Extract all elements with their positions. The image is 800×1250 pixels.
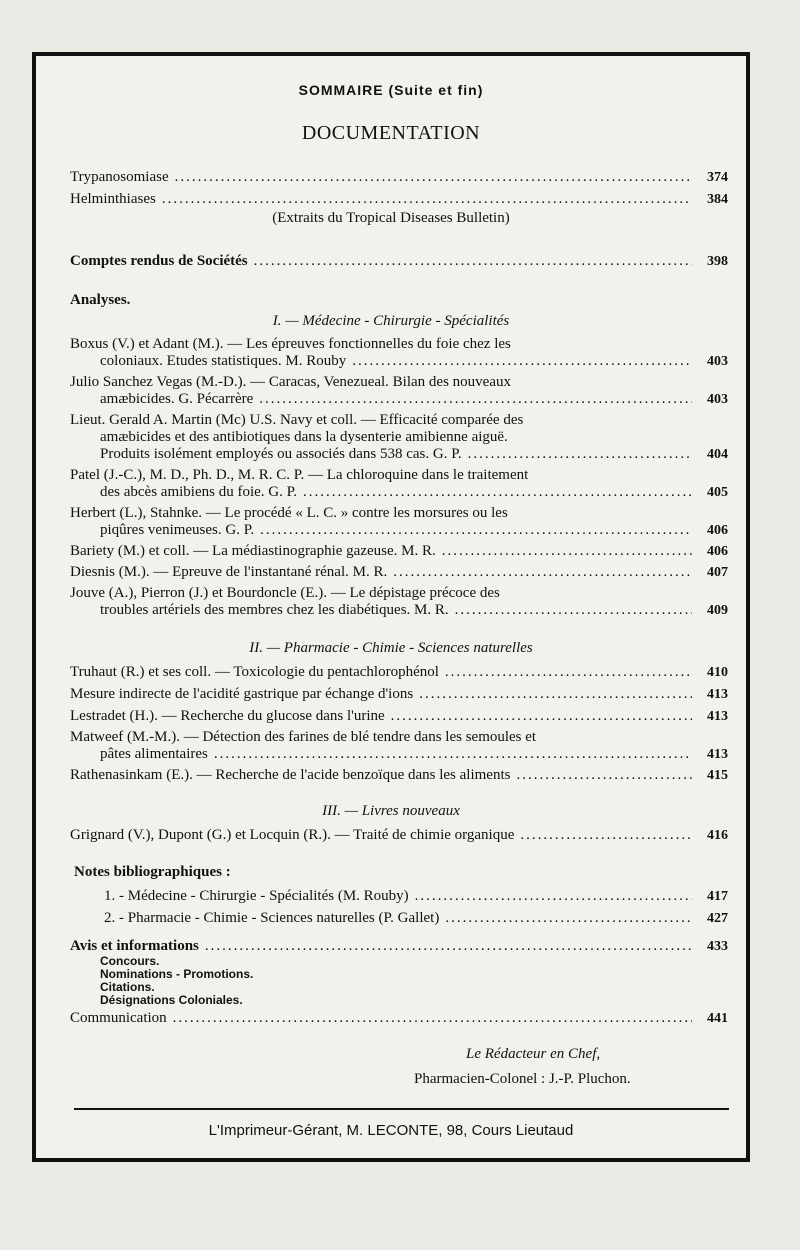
- entry-line: Herbert (L.), Stahnke. — Le procédé « L. C. » contre les morsures ou les: [70, 505, 508, 521]
- toc-entry: troubles artériels des membres chez les diabétiques. M. R. ..... 409: [100, 601, 728, 620]
- toc-entry: Diesnis (M.). — Epreuve de l'instantané rénal. M. R. ..... 407: [70, 563, 728, 582]
- entry-line: amæbicides et des antibiotiques dans la dysenterie amibienne aiguë.: [100, 429, 508, 445]
- entry-line: Lieut. Gerald A. Martin (Mc) U.S. Navy et coll. — Efficacité comparée des: [70, 412, 524, 428]
- toc-entry: 2. - Pharmacie - Chimie - Sciences naturelles (P. Gallet) ..... 427: [104, 909, 728, 928]
- toc-entry: Comptes rendus de Sociétés ..... 398: [70, 252, 728, 271]
- entry-line: Jouve (A.), Pierron (J.) et Bourdoncle (E.). — Le dépistage précoce des: [70, 585, 500, 601]
- page-frame: [32, 52, 750, 1162]
- entry-line: Julio Sanchez Vegas (M.-D.). — Caracas, Venezueal. Bilan des nouveaux: [70, 374, 511, 390]
- signature-role: Le Rédacteur en Chef,: [466, 1046, 601, 1062]
- toc-entry: Trypanosomiase ..... 374: [70, 168, 728, 187]
- toc-entry: Truhaut (R.) et ses coll. — Toxicologie du pentachlorophénol ..... 410: [70, 663, 728, 682]
- toc-entry: Bariety (M.) et coll. — La médiastinographie gazeuse. M. R. ..... 406: [70, 542, 728, 561]
- avis-item: Concours.: [100, 954, 160, 968]
- sommaire-heading: SOMMAIRE (Suite et fin): [298, 82, 484, 98]
- section-heading: II. — Pharmacie - Chimie - Sciences naturelles: [249, 640, 533, 656]
- toc-entry: 1. - Médecine - Chirurgie - Spécialités (M. Rouby) ..... 417: [104, 887, 728, 906]
- avis-item: Nominations - Promotions.: [100, 967, 254, 981]
- entry-line: Matweef (M.-M.). — Détection des farines de blé tendre dans les semoules et: [70, 729, 537, 745]
- toc-entry: coloniaux. Etudes statistiques. M. Rouby ..... 403: [100, 352, 728, 371]
- source-note: (Extraits du Tropical Diseases Bulletin): [272, 210, 510, 226]
- notes-heading: Notes bibliographiques :: [74, 864, 231, 880]
- toc-entry: amæbicides. G. Pécarrère ..... 403: [100, 390, 728, 409]
- toc-entry: Lestradet (H.). — Recherche du glucose dans l'urine ..... 413: [70, 707, 728, 726]
- toc-entry: pâtes alimentaires ..... 413: [100, 745, 728, 764]
- avis-item: Citations.: [100, 980, 155, 994]
- toc-entry: Avis et informations ..... 433: [70, 937, 728, 956]
- avis-item: Désignations Coloniales.: [100, 993, 243, 1007]
- signature-name: Pharmacien-Colonel : J.-P. Pluchon.: [414, 1071, 631, 1087]
- section-heading: I. — Médecine - Chirurgie - Spécialités: [272, 313, 510, 329]
- toc-entry: des abcès amibiens du foie. G. P. ..... 405: [100, 483, 728, 502]
- toc-entry: Mesure indirecte de l'acidité gastrique par échange d'ions ..... 413: [70, 685, 728, 704]
- footer-rule: [74, 1108, 729, 1110]
- toc-entry: Grignard (V.), Dupont (G.) et Locquin (R.). — Traité de chimie organique ..... 416: [70, 826, 728, 845]
- toc-entry: piqûres venimeuses. G. P. ..... 406: [100, 521, 728, 540]
- entry-line: Boxus (V.) et Adant (M.). — Les épreuves fonctionnelles du foie chez les: [70, 336, 511, 352]
- analyses-heading: Analyses.: [70, 292, 131, 308]
- toc-entry: Produits isolément employés ou associés dans 538 cas. G. P. ..... 404: [100, 445, 728, 464]
- printer-footer: L'Imprimeur-Gérant, M. LECONTE, 98, Cours Lieutaud: [208, 1122, 574, 1139]
- documentation-title: DOCUMENTATION: [301, 122, 481, 144]
- toc-entry: Rathenasinkam (E.). — Recherche de l'acide benzoïque dans les aliments ..... 415: [70, 766, 728, 785]
- entry-line: Patel (J.-C.), M. D., Ph. D., M. R. C. P. — La chloroquine dans le traitement: [70, 467, 529, 483]
- toc-entry: Communication ..... 441: [70, 1009, 728, 1028]
- toc-entry: Helminthiases ..... 384: [70, 190, 728, 209]
- section-heading: III. — Livres nouveaux: [322, 803, 460, 819]
